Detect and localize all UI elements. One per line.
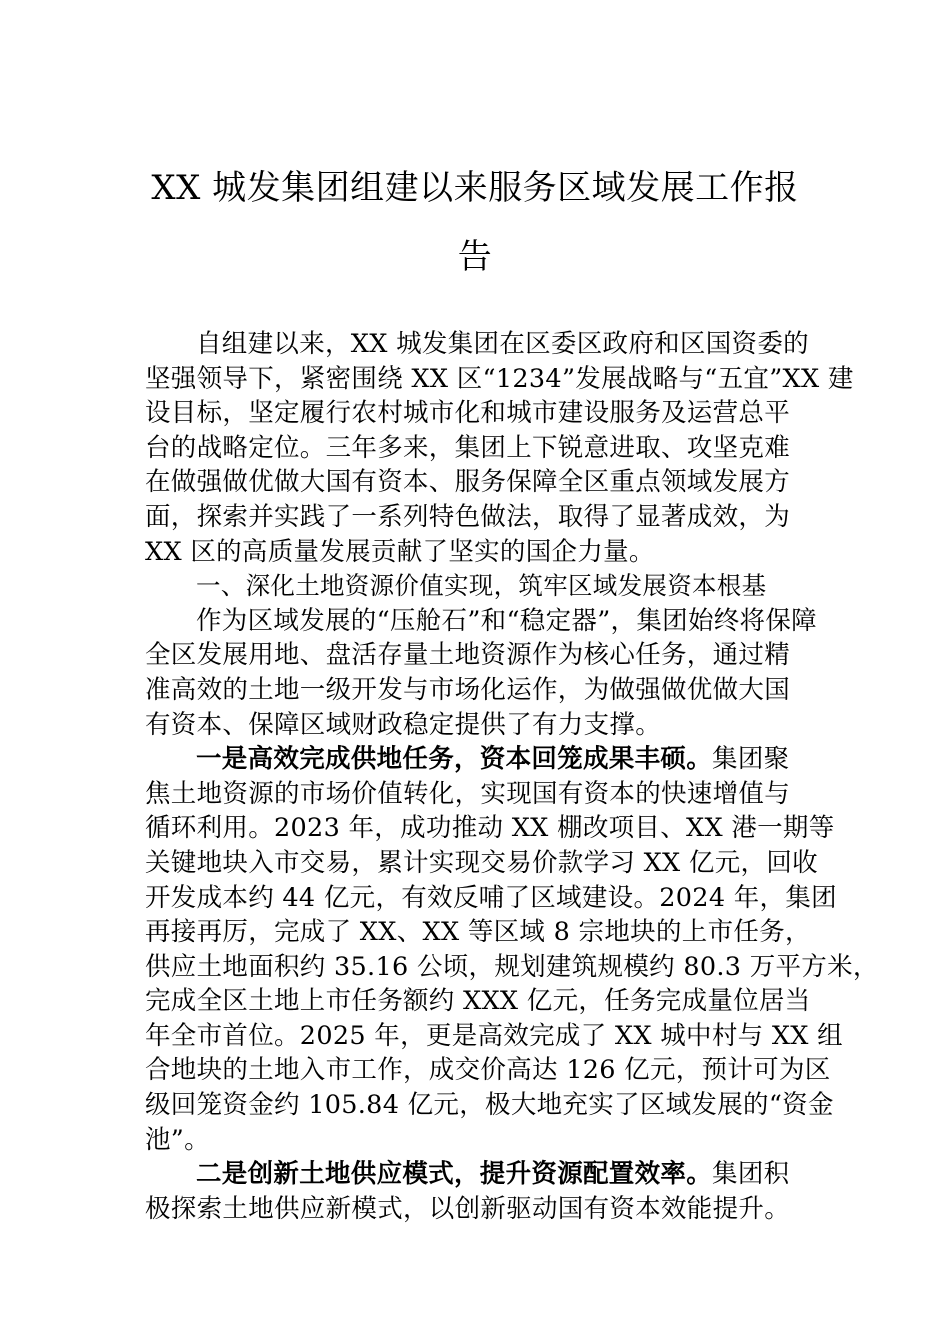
paragraph-2-line: 全区发展用地、盘活存量土地资源作为核心任务，通过精 <box>145 640 791 671</box>
document-body <box>145 327 879 1226</box>
paragraph-4-first-line-rest: 集团积 <box>712 1159 790 1190</box>
paragraph-2-line: 有资本、保障区域财政稳定提供了有力支撑。 <box>145 709 662 740</box>
paragraph-3-line: 关键地块入市交易，累计实现交易价款学习 XX 亿元，回收 <box>145 847 818 878</box>
document-title-line-2: 告 <box>457 237 493 277</box>
paragraph-3-first-line-rest: 集团聚 <box>712 744 790 775</box>
paragraph-3-line: 池”。 <box>145 1124 210 1155</box>
paragraph-3-line: 级回笼资金约 105.84 亿元，极大地充实了区域发展的“资金 <box>145 1090 834 1121</box>
paragraph-2-line: 准高效的土地一级开发与市场化运作，为做强做优做大国 <box>145 674 791 705</box>
paragraph-3-first-line <box>145 742 835 777</box>
paragraph-3-line: 供应土地面积约 35.16 公顷，规划建筑规模约 80.3 万平方米， <box>145 951 879 982</box>
paragraph-3-line: 循环利用。2023 年，成功推动 XX 棚改项目、XX 港一期等 <box>145 813 835 844</box>
document-title-line-1: XX 城发集团组建以来服务区域发展工作报 <box>151 168 799 208</box>
paragraph-3-line: 开发成本约 44 亿元，有效反哺了区域建设。2024 年，集团 <box>145 882 837 913</box>
paragraph-3-line: 再接再厉，完成了 XX、XX 等区域 8 宗地块的上市任务， <box>145 917 811 948</box>
paragraph-4-line: 极探索土地供应新模式，以创新驱动国有资本效能提升。 <box>145 1193 791 1224</box>
paragraph-1-line: 台的战略定位。三年多来，集团上下锐意进取、攻坚克难 <box>145 432 791 463</box>
paragraph-1-line: 面，探索并实践了一系列特色做法，取得了显著成效，为 <box>145 501 791 532</box>
paragraph-4-lead: 二是创新土地供应模式，提升资源配置效率。 <box>196 1159 713 1190</box>
paragraph-1-line: 在做强做优做大国有资本、服务保障全区重点领域发展方 <box>145 467 791 498</box>
paragraph-1-line: XX 区的高质量发展贡献了坚实的国企力量。 <box>145 536 655 567</box>
paragraph-3-line: 合地块的土地入市工作，成交价高达 126 亿元，预计可为区 <box>145 1055 831 1086</box>
paragraph-3-line: 完成全区土地上市任务额约 XXX 亿元，任务完成量位居当 <box>145 986 811 1017</box>
paragraph-2-line: 作为区域发展的“压舱石”和“稳定器”，集团始终将保障 <box>196 605 817 636</box>
paragraph-4-first-line <box>145 1157 835 1192</box>
paragraph-3-line: 年全市首位。2025 年，更是高效完成了 XX 城中村与 XX 组 <box>145 1020 843 1051</box>
section-heading-1: 一、深化土地资源价值实现，筑牢区域发展资本根基 <box>196 571 767 601</box>
paragraph-1-line: 坚强领导下，紧密围绕 XX 区“1234”发展战略与“五宜”XX 建 <box>145 363 854 394</box>
paragraph-1-line: 设目标，坚定履行农村城市化和城市建设服务及运营总平 <box>145 398 791 429</box>
paragraph-3-lead: 一是高效完成供地任务，资本回笼成果丰硕。 <box>196 744 713 775</box>
paragraph-1-line: 自组建以来，XX 城发集团在区委区政府和区国资委的 <box>196 329 809 359</box>
paragraph-3-line: 焦土地资源的市场价值转化，实现国有资本的快速增值与 <box>145 778 791 809</box>
